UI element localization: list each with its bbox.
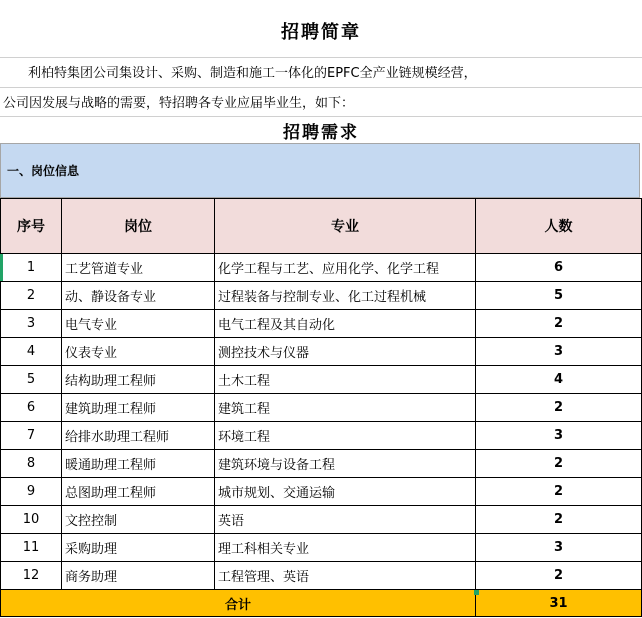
cell-position[interactable]: 工艺管道专业 (62, 254, 215, 282)
table-row (1, 338, 642, 366)
total-count[interactable]: 31 (476, 590, 642, 617)
cell-count[interactable]: 2 (476, 394, 642, 422)
cell-position[interactable]: 商务助理 (62, 562, 215, 590)
cell-count[interactable]: 6 (476, 254, 642, 282)
intro-line-2: 公司因发展与战略的需要，特招聘各专业应届毕业生，如下： (3, 96, 355, 111)
cell-count[interactable]: 2 (476, 562, 642, 590)
row-divider (0, 57, 642, 58)
active-cell-indicator (0, 254, 3, 281)
cell-index[interactable]: 3 (1, 310, 62, 338)
table-row (1, 254, 642, 282)
cell-major[interactable]: 环境工程 (215, 422, 476, 450)
cell-major[interactable]: 土木工程 (215, 366, 476, 394)
table-row (1, 478, 642, 506)
page-title: 招聘简章 (281, 22, 361, 43)
cell-index[interactable]: 7 (1, 422, 62, 450)
table-row (1, 506, 642, 534)
table-row (1, 282, 642, 310)
table-row (1, 366, 642, 394)
cell-major[interactable]: 城市规划、交通运输 (215, 478, 476, 506)
cell-count[interactable]: 3 (476, 422, 642, 450)
row-divider (0, 87, 642, 88)
cell-count[interactable]: 5 (476, 282, 642, 310)
cell-index[interactable]: 11 (1, 534, 62, 562)
cell-position[interactable]: 仪表专业 (62, 338, 215, 366)
cell-position[interactable]: 文控控制 (62, 506, 215, 534)
cell-position[interactable]: 电气专业 (62, 310, 215, 338)
positions-table (0, 198, 642, 617)
header-position[interactable]: 岗位 (62, 199, 215, 254)
cell-index[interactable]: 1 (1, 254, 62, 282)
cell-position[interactable]: 总图助理工程师 (62, 478, 215, 506)
cell-major[interactable]: 英语 (215, 506, 476, 534)
table-row (1, 450, 642, 478)
intro-line-1: 利柏特集团公司集设计、采购、制造和施工一体化的EPFC全产业链规模经营， (28, 66, 477, 81)
cell-position[interactable]: 采购助理 (62, 534, 215, 562)
table-row (1, 422, 642, 450)
cell-position[interactable]: 结构助理工程师 (62, 366, 215, 394)
cell-major[interactable]: 理工科相关专业 (215, 534, 476, 562)
total-label[interactable]: 合计 (1, 590, 476, 617)
total-row (1, 590, 642, 617)
table-row (1, 394, 642, 422)
cell-index[interactable]: 5 (1, 366, 62, 394)
table-row (1, 562, 642, 590)
table-header-row (1, 199, 642, 254)
cell-count[interactable]: 2 (476, 310, 642, 338)
cell-major[interactable]: 建筑工程 (215, 394, 476, 422)
cell-major[interactable]: 工程管理、英语 (215, 562, 476, 590)
cell-major[interactable]: 建筑环境与设备工程 (215, 450, 476, 478)
cell-count[interactable]: 2 (476, 450, 642, 478)
fill-handle[interactable] (474, 590, 479, 595)
cell-position[interactable]: 给排水助理工程师 (62, 422, 215, 450)
cell-major[interactable]: 过程装备与控制专业、化工过程机械 (215, 282, 476, 310)
cell-major[interactable]: 测控技术与仪器 (215, 338, 476, 366)
cell-index[interactable]: 10 (1, 506, 62, 534)
cell-index[interactable]: 9 (1, 478, 62, 506)
cell-position[interactable]: 建筑助理工程师 (62, 394, 215, 422)
cell-index[interactable]: 12 (1, 562, 62, 590)
cell-position[interactable]: 动、静设备专业 (62, 282, 215, 310)
cell-position[interactable]: 暖通助理工程师 (62, 450, 215, 478)
cell-major[interactable]: 电气工程及其自动化 (215, 310, 476, 338)
table-row (1, 534, 642, 562)
cell-index[interactable]: 8 (1, 450, 62, 478)
cell-count[interactable]: 2 (476, 506, 642, 534)
section-heading: 一、岗位信息 (0, 143, 640, 198)
cell-count[interactable]: 2 (476, 478, 642, 506)
cell-count[interactable]: 3 (476, 534, 642, 562)
cell-major[interactable]: 化学工程与工艺、应用化学、化学工程 (215, 254, 476, 282)
cell-index[interactable]: 4 (1, 338, 62, 366)
cell-index[interactable]: 6 (1, 394, 62, 422)
cell-count[interactable]: 3 (476, 338, 642, 366)
subtitle: 招聘需求 (283, 122, 359, 143)
table-row (1, 310, 642, 338)
header-index[interactable]: 序号 (1, 199, 62, 254)
cell-count[interactable]: 4 (476, 366, 642, 394)
header-major[interactable]: 专业 (215, 199, 476, 254)
header-count[interactable]: 人数 (476, 199, 642, 254)
cell-index[interactable]: 2 (1, 282, 62, 310)
